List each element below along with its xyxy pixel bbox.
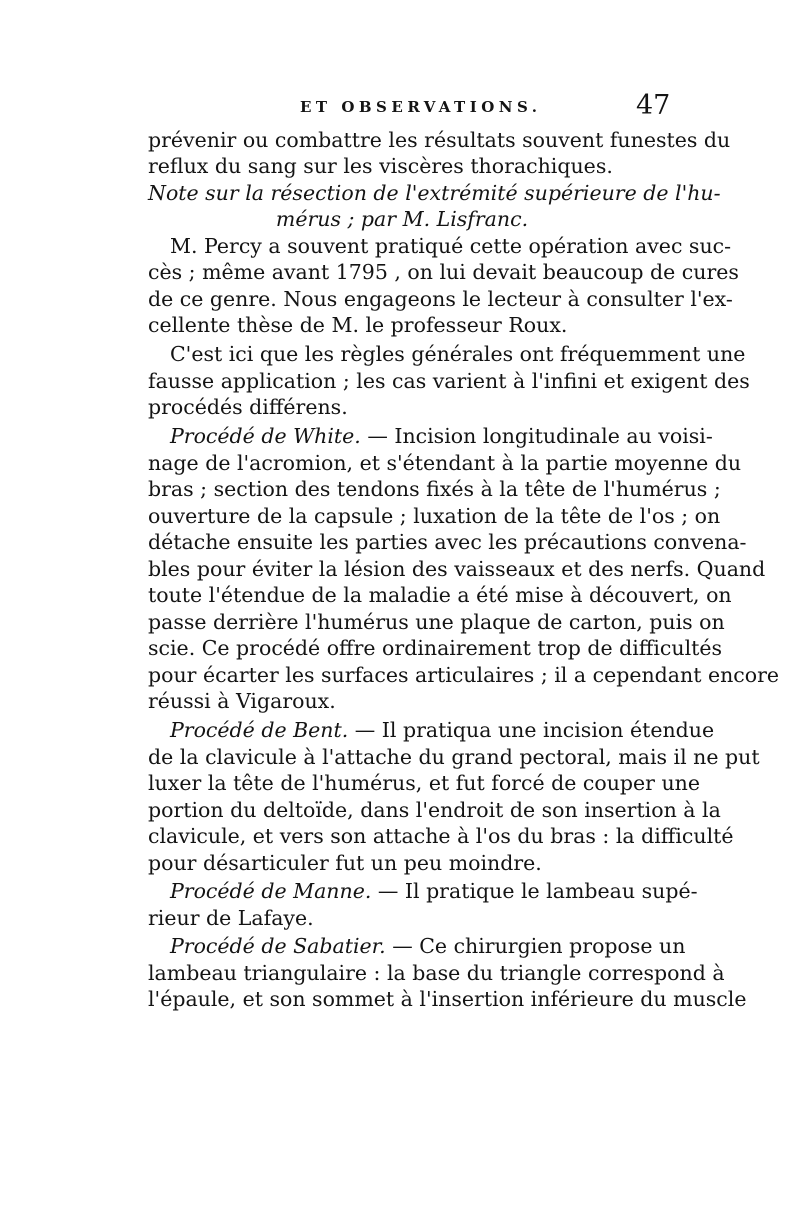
text-line: nage de l'acromion, et s'étendant à la partie moyenne du (148, 451, 742, 475)
text-line: prévenir ou combattre les résultats souvent funestes du (148, 128, 731, 152)
procedure-text: — Il pratique le lambeau supé- (371, 879, 698, 903)
text-line: détache ensuite les parties avec les précautions convena- (148, 530, 747, 554)
procedure-heading-sabatier (170, 933, 686, 959)
text-line: bras ; section des tendons fixés à la tête de l'humérus ; (148, 477, 721, 501)
text-line: l'épaule, et son sommet à l'insertion inférieure du muscle (148, 987, 747, 1011)
section-title: mérus ; par M. Lisfranc. (275, 207, 529, 231)
page-number: 47 (636, 90, 671, 121)
text-line: lambeau triangulaire : la base du triangle correspond à (148, 961, 725, 985)
procedure-text: — Il pratiqua une incision étendue (348, 718, 715, 742)
section-title: Note sur la résection de l'extrémité supérieure de l'hu- (148, 181, 721, 205)
text-line: reflux du sang sur les viscères thorachiques. (148, 154, 613, 178)
running-head (0, 90, 800, 124)
text-line: toute l'étendue de la maladie a été mise à découvert, on (148, 583, 732, 607)
text-line: procédés différens. (148, 395, 348, 419)
text-line: passe derrière l'humérus une plaque de carton, puis on (148, 610, 725, 634)
procedure-heading-manne (170, 878, 698, 904)
text-line: pour écarter les surfaces articulaires ; il a cependant encore (148, 663, 780, 687)
procedure-name: Procédé de Bent. (170, 718, 349, 742)
procedure-name: Procédé de Sabatier. (170, 934, 386, 958)
text-line: de ce genre. Nous engageons le lecteur à consulter l'ex- (148, 287, 733, 311)
text-line: portion du deltoïde, dans l'endroit de son insertion à la (148, 798, 721, 822)
text-line: pour désarticuler fut un peu moindre. (148, 851, 542, 875)
text-line: rieur de Lafaye. (148, 906, 314, 930)
running-title: ET OBSERVATIONS. (300, 98, 542, 116)
text-line: de la clavicule à l'attache du grand pectoral, mais il ne put (148, 745, 760, 769)
procedure-text: — Ce chirurgien propose un (385, 934, 686, 958)
text-line: réussi à Vigaroux. (148, 689, 336, 713)
text-line: clavicule, et vers son attache à l'os du bras : la difficulté (148, 824, 734, 848)
text-line: M. Percy a souvent pratiqué cette opération avec suc- (170, 234, 732, 258)
text-line: ouverture de la capsule ; luxation de la tête de l'os ; on (148, 504, 721, 528)
text-line: cès ; même avant 1795 , on lui devait beaucoup de cures (148, 260, 739, 284)
procedure-name: Procédé de White. (170, 424, 361, 448)
text-line: scie. Ce procédé offre ordinairement trop de difficultés (148, 636, 723, 660)
text-line: luxer la tête de l'humérus, et fut forcé de couper une (148, 771, 701, 795)
text-line: C'est ici que les règles générales ont fréquemment une (170, 342, 746, 366)
text-line: cellente thèse de M. le professeur Roux. (148, 313, 568, 337)
text-line: bles pour éviter la lésion des vaisseaux et des nerfs. Quand (148, 557, 766, 581)
procedure-name: Procédé de Manne. (170, 879, 372, 903)
procedure-heading-white (170, 423, 713, 449)
procedure-text: — Incision longitudinale au voisi- (360, 424, 713, 448)
procedure-heading-bent (170, 717, 715, 743)
text-line: fausse application ; les cas varient à l'infini et exigent des (148, 369, 750, 393)
